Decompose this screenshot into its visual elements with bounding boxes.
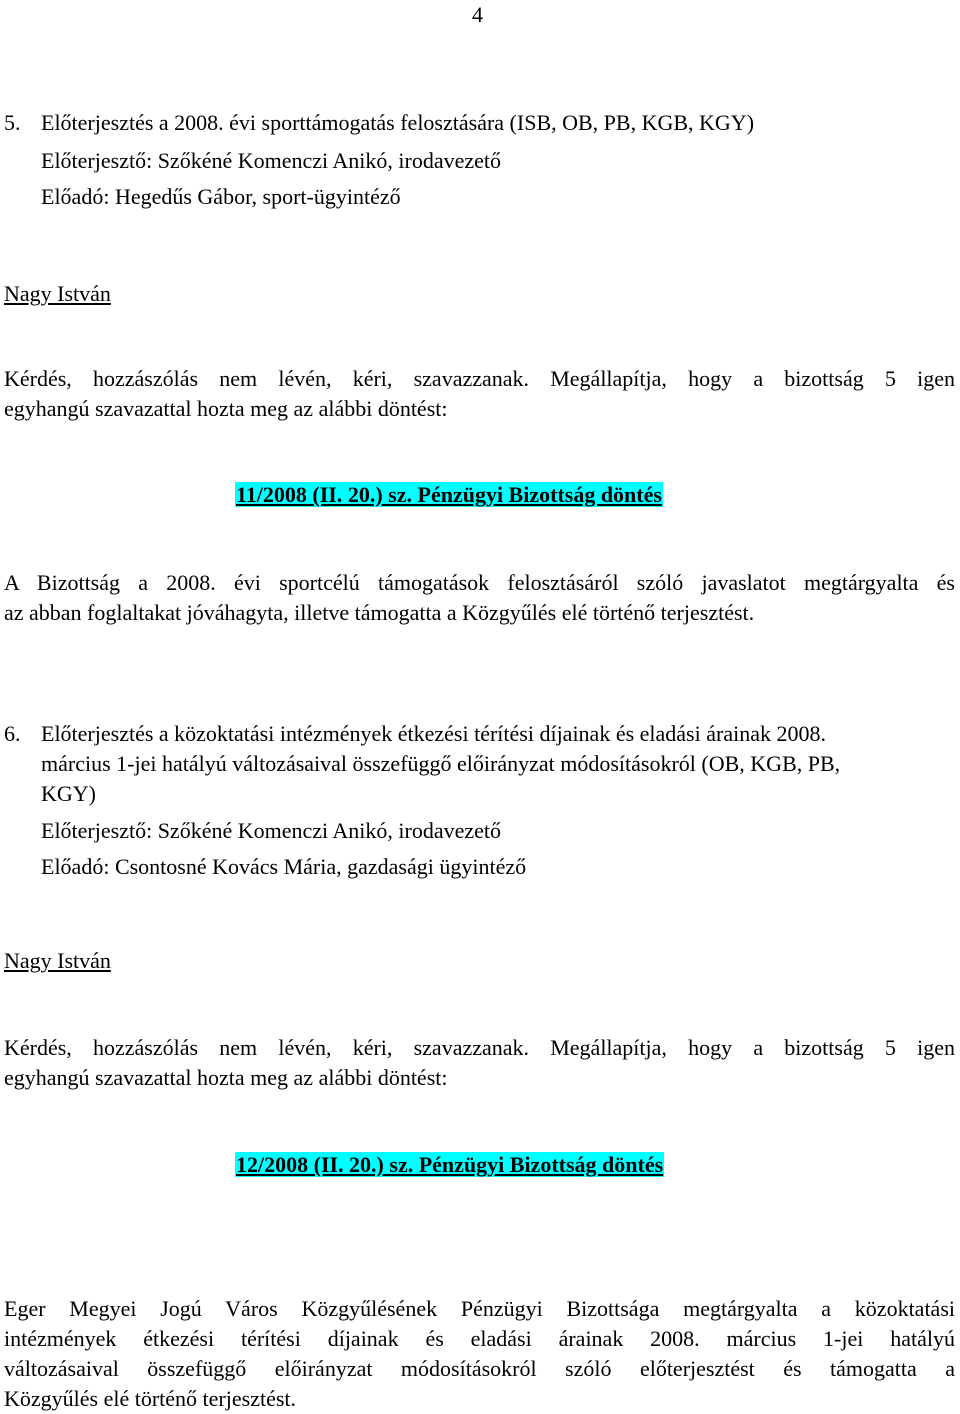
- page-number: 4: [472, 2, 483, 27]
- presenter-label: Előterjesztő:: [41, 818, 153, 843]
- vote-paragraph: [4, 364, 955, 424]
- presenter-line: [41, 148, 501, 174]
- decision-title: [235, 482, 663, 508]
- decision-paragraph: [4, 568, 955, 628]
- speaker-label: Előadó:: [41, 854, 110, 879]
- chair-name: Nagy István: [4, 281, 111, 306]
- chair-name: Nagy István: [4, 948, 111, 973]
- agenda-item-title: Előterjesztés a 2008. évi sporttámogatás felosztására (ISB, OB, PB, KGB, KGY): [41, 110, 755, 135]
- decision-title-text: 11/2008 (II. 20.) sz. Pénzügyi Bizottság döntés: [236, 482, 662, 507]
- decision-text-line: változásaival összefüggő előirányzat módosításokról szóló előterjesztést és támogatta a: [4, 1356, 955, 1381]
- agenda-item-5-title: [4, 110, 754, 136]
- agenda-item-title: Előterjesztés a közoktatási intézmények étkezési térítési díjainak és eladási árainak 2008.: [41, 721, 826, 746]
- vote-text-line: egyhangú szavazattal hozta meg az alábbi döntést:: [4, 396, 448, 421]
- decision-text-line: A Bizottság a 2008. évi sportcélú támogatások felosztásáról szóló javaslatot megtárgyalta és: [4, 570, 955, 595]
- presenter-line: [41, 818, 501, 844]
- decision-title: [235, 1152, 664, 1178]
- decision-paragraph: [4, 1294, 955, 1414]
- vote-text-line: Kérdés, hozzászólás nem lévén, kéri, szavazzanak. Megállapítja, hogy a bizottság 5 igen: [4, 1035, 955, 1060]
- vote-paragraph: [4, 1033, 955, 1093]
- agenda-item-6-title: [4, 721, 826, 747]
- agenda-item-title-continued: KGY): [41, 781, 96, 806]
- speaker-line: [41, 854, 526, 880]
- agenda-item-number: 6.: [4, 721, 21, 746]
- speaker-name: Csontosné Kovács Mária, gazdasági ügyintéző: [114, 854, 527, 879]
- agenda-item-number: 5.: [4, 110, 21, 135]
- decision-text-line: intézmények étkezési térítési díjainak és eladási árainak 2008. március 1-jei hatályú: [4, 1326, 955, 1351]
- speaker-label: Előadó:: [41, 184, 110, 209]
- vote-text-line: Kérdés, hozzászólás nem lévén, kéri, szavazzanak. Megállapítja, hogy a bizottság 5 igen: [4, 366, 955, 391]
- decision-title-text: 12/2008 (II. 20.) sz. Pénzügyi Bizottság döntés: [236, 1152, 664, 1177]
- speaker-name: Hegedűs Gábor, sport-ügyintéző: [114, 184, 401, 209]
- presenter-label: Előterjesztő:: [41, 148, 153, 173]
- speaker-line: [41, 184, 401, 210]
- decision-text-line: Eger Megyei Jogú Város Közgyűlésének Pénzügyi Bizottsága megtárgyalta a közoktatási: [4, 1296, 955, 1321]
- vote-text-line: egyhangú szavazattal hozta meg az alábbi döntést:: [4, 1065, 448, 1090]
- decision-text-line: az abban foglaltakat jóváhagyta, illetve támogatta a Közgyűlés elé történő terjesztést.: [4, 600, 755, 625]
- agenda-item-title-continued: március 1-jei hatályú változásaival összefüggő előirányzat módosításokról (OB, KGB, PB,: [41, 751, 841, 776]
- decision-text-line: Közgyűlés elé történő terjesztést.: [4, 1386, 297, 1411]
- presenter-name: Szőkéné Komenczi Anikó, irodavezető: [157, 818, 502, 843]
- presenter-name: Szőkéné Komenczi Anikó, irodavezető: [157, 148, 502, 173]
